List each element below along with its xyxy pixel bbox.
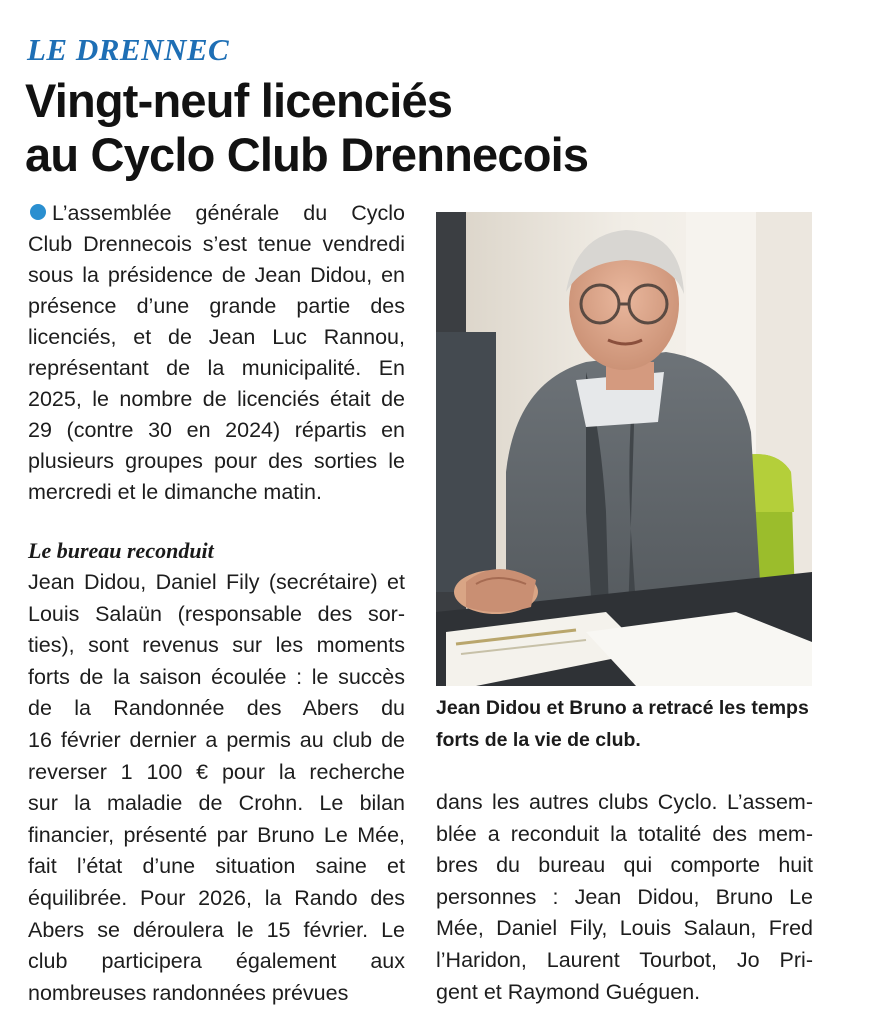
body-line: financier, présenté par Bruno Le Mée, [28, 822, 405, 847]
body-line: Abers se déroulera le 15 février. Le [28, 917, 405, 942]
article-kicker: LE DRENNEC [27, 32, 230, 67]
intro-line: représentant de la municipalité. En [28, 356, 405, 380]
body-line: club participera également aux [28, 949, 405, 974]
body-line: forts de la saison écoulée : le succès [28, 664, 405, 689]
right-line: Mée, Daniel Fily, Louis Salaun, Fred [436, 916, 813, 941]
intro-line: L’assemblée générale du Cyclo [52, 201, 405, 225]
intro-line: mercredi et le dimanche matin. [28, 480, 322, 504]
intro-line: 2025, le nombre de licenciés était de [28, 387, 405, 411]
intro-line: Club Drennecois s’est tenue vendredi [28, 232, 405, 256]
body-line: Louis Salaün (responsable des sor- [28, 601, 405, 626]
body-line: reverser 1 100 € pour la recherche [28, 759, 405, 784]
intro-line: présence d’une grande partie des [28, 294, 405, 318]
body-line: Jean Didou, Daniel Fily (secrétaire) et [28, 570, 405, 594]
headline-line: au Cyclo Club Drennecois [25, 128, 589, 181]
right-line: gent et Raymond Guéguen. [436, 979, 701, 1004]
body-line: 16 février dernier a permis au club de [28, 728, 405, 752]
body-line: équilibrée. Pour 2026, la Rando des [28, 886, 405, 910]
intro-line: sous la présidence de Jean Didou, en [28, 263, 405, 287]
right-line: personnes : Jean Didou, Bruno Le [436, 884, 813, 909]
right-line: bres du bureau qui comporte huit [436, 853, 813, 878]
right-line: l’Haridon, Laurent Tourbot, Jo Pri- [436, 948, 813, 972]
intro-line: licenciés, et de Jean Luc Rannou, [28, 325, 405, 349]
caption-line: Jean Didou et Bruno a retracé les temps [436, 697, 809, 719]
headline-line: Vingt-neuf licenciés [25, 74, 453, 127]
body-line: sur la maladie de Crohn. Le bilan [28, 791, 405, 816]
body-line: ties), sont revenus sur les moments [28, 633, 405, 658]
body-line: nombreuses randonnées prévues [28, 980, 349, 1005]
section-subheading: Le bureau reconduit [28, 538, 214, 563]
intro-line: 29 (contre 30 en 2024) répartis en [28, 418, 405, 442]
caption-line: forts de la vie de club. [436, 729, 641, 751]
right-line: dans les autres clubs Cyclo. L’assem- [436, 790, 813, 814]
photo-illustration [436, 212, 812, 686]
body-line: fait l’état d’une situation saine et [28, 854, 405, 879]
bullet-dot-icon [30, 204, 46, 220]
article-headline [25, 74, 865, 182]
body-line: de la Randonnée des Abers du [28, 696, 405, 721]
article-photo [436, 212, 812, 686]
intro-line: plusieurs groupes pour des sorties le [28, 449, 405, 473]
right-line: blée a reconduit la totalité des mem- [436, 821, 813, 846]
